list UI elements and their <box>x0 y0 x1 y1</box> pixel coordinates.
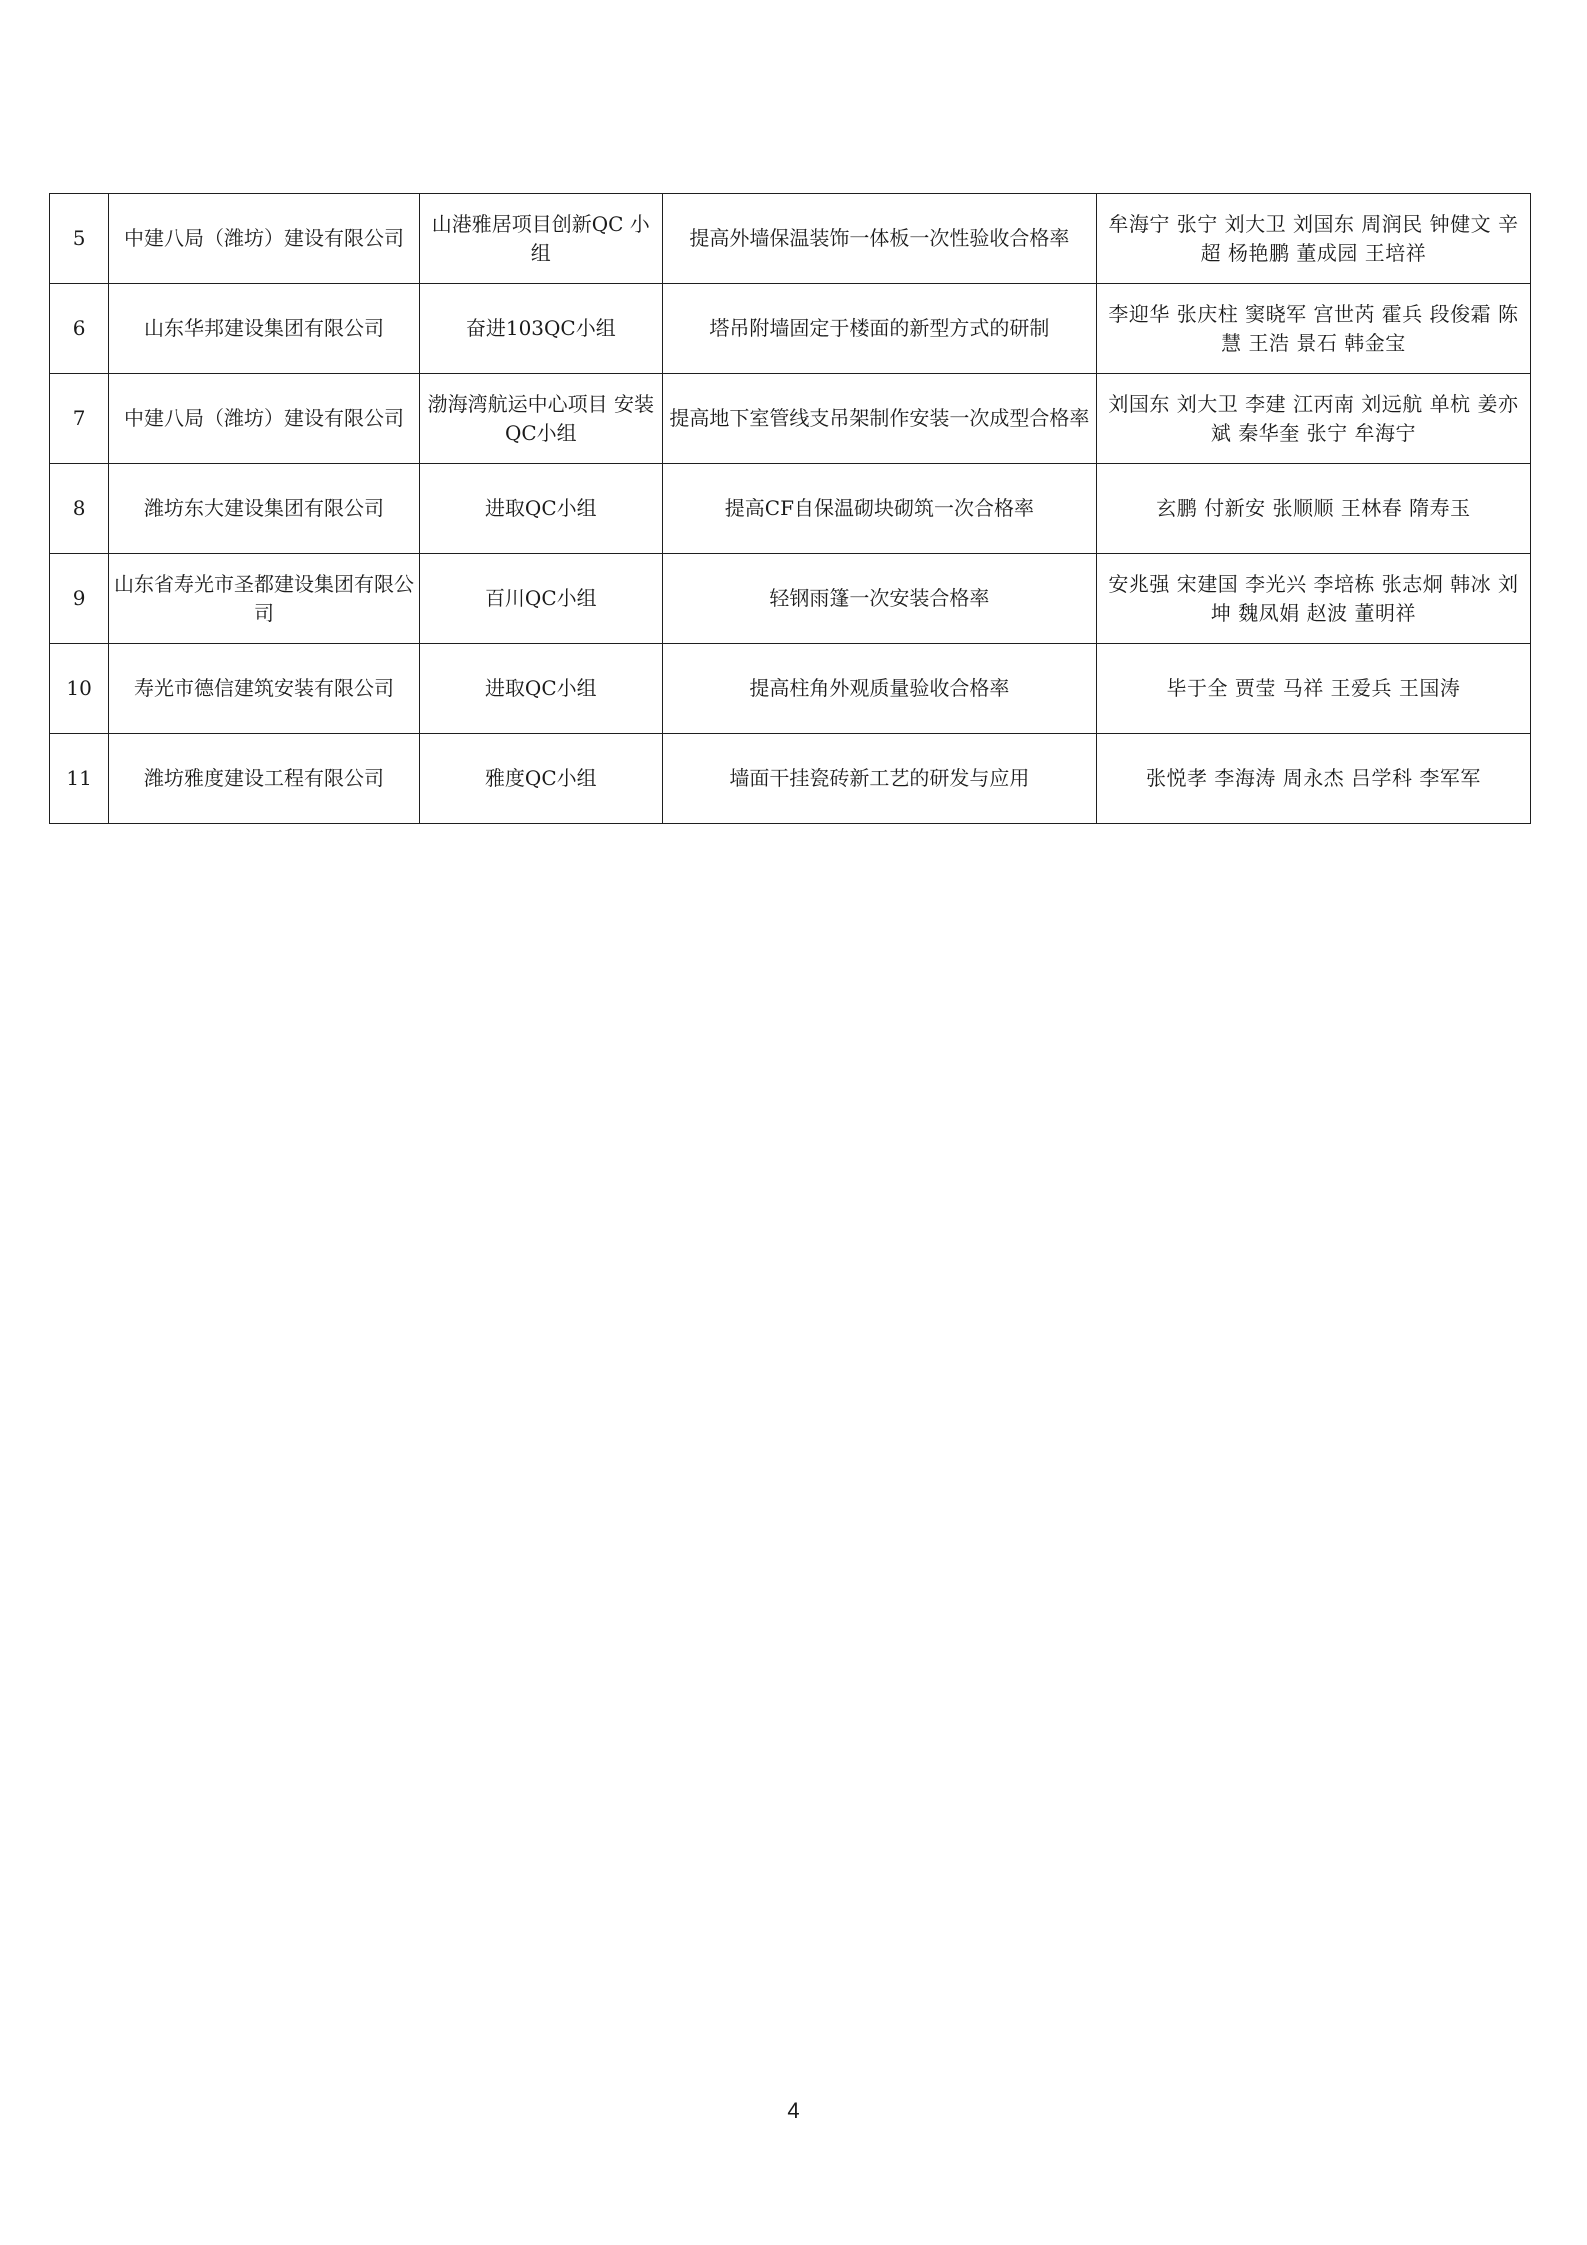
row-number: 6 <box>50 284 109 374</box>
organization-name: 潍坊雅度建设工程有限公司 <box>109 734 419 824</box>
table-row <box>50 644 1531 734</box>
project-topic: 轻钢雨篷一次安装合格率 <box>662 554 1096 644</box>
qc-group-name: 山港雅居项目创新QC 小组 <box>419 194 662 284</box>
organization-name: 中建八局（潍坊）建设有限公司 <box>109 374 419 464</box>
organization-name: 山东华邦建设集团有限公司 <box>109 284 419 374</box>
team-members: 安兆强 宋建国 李光兴 李培栋 张志炯 韩冰 刘坤 魏凤娟 赵波 董明祥 <box>1096 554 1530 644</box>
table-row <box>50 734 1531 824</box>
table-row <box>50 194 1531 284</box>
organization-name: 山东省寿光市圣都建设集团有限公司 <box>109 554 419 644</box>
qc-award-table <box>49 193 1531 824</box>
page-number: 4 <box>787 2098 800 2123</box>
table-row <box>50 464 1531 554</box>
row-number: 9 <box>50 554 109 644</box>
table-row <box>50 554 1531 644</box>
row-number: 7 <box>50 374 109 464</box>
row-number: 11 <box>50 734 109 824</box>
row-number: 10 <box>50 644 109 734</box>
qc-group-name: 进取QC小组 <box>419 644 662 734</box>
team-members: 李迎华 张庆柱 窦晓军 宫世芮 霍兵 段俊霜 陈慧 王浩 景石 韩金宝 <box>1096 284 1530 374</box>
qc-group-name: 进取QC小组 <box>419 464 662 554</box>
qc-group-name: 雅度QC小组 <box>419 734 662 824</box>
table-row <box>50 374 1531 464</box>
organization-name: 中建八局（潍坊）建设有限公司 <box>109 194 419 284</box>
qc-group-name: 奋进103QC小组 <box>419 284 662 374</box>
team-members: 毕于全 贾莹 马祥 王爱兵 王国涛 <box>1096 644 1530 734</box>
team-members: 刘国东 刘大卫 李建 江丙南 刘远航 单杭 姜亦斌 秦华奎 张宁 牟海宁 <box>1096 374 1530 464</box>
project-topic: 提高柱角外观质量验收合格率 <box>662 644 1096 734</box>
table-row <box>50 284 1531 374</box>
team-members: 玄鹏 付新安 张顺顺 王林春 隋寿玉 <box>1096 464 1530 554</box>
team-members: 牟海宁 张宁 刘大卫 刘国东 周润民 钟健文 辛超 杨艳鹏 董成园 王培祥 <box>1096 194 1530 284</box>
qc-group-name: 渤海湾航运中心项目 安装QC小组 <box>419 374 662 464</box>
team-members: 张悦孝 李海涛 周永杰 吕学科 李军军 <box>1096 734 1530 824</box>
project-topic: 墙面干挂瓷砖新工艺的研发与应用 <box>662 734 1096 824</box>
organization-name: 寿光市德信建筑安装有限公司 <box>109 644 419 734</box>
project-topic: 提高外墙保温装饰一体板一次性验收合格率 <box>662 194 1096 284</box>
row-number: 5 <box>50 194 109 284</box>
organization-name: 潍坊东大建设集团有限公司 <box>109 464 419 554</box>
qc-group-name: 百川QC小组 <box>419 554 662 644</box>
project-topic: 提高CF自保温砌块砌筑一次合格率 <box>662 464 1096 554</box>
project-topic: 塔吊附墙固定于楼面的新型方式的研制 <box>662 284 1096 374</box>
row-number: 8 <box>50 464 109 554</box>
project-topic: 提高地下室管线支吊架制作安装一次成型合格率 <box>662 374 1096 464</box>
